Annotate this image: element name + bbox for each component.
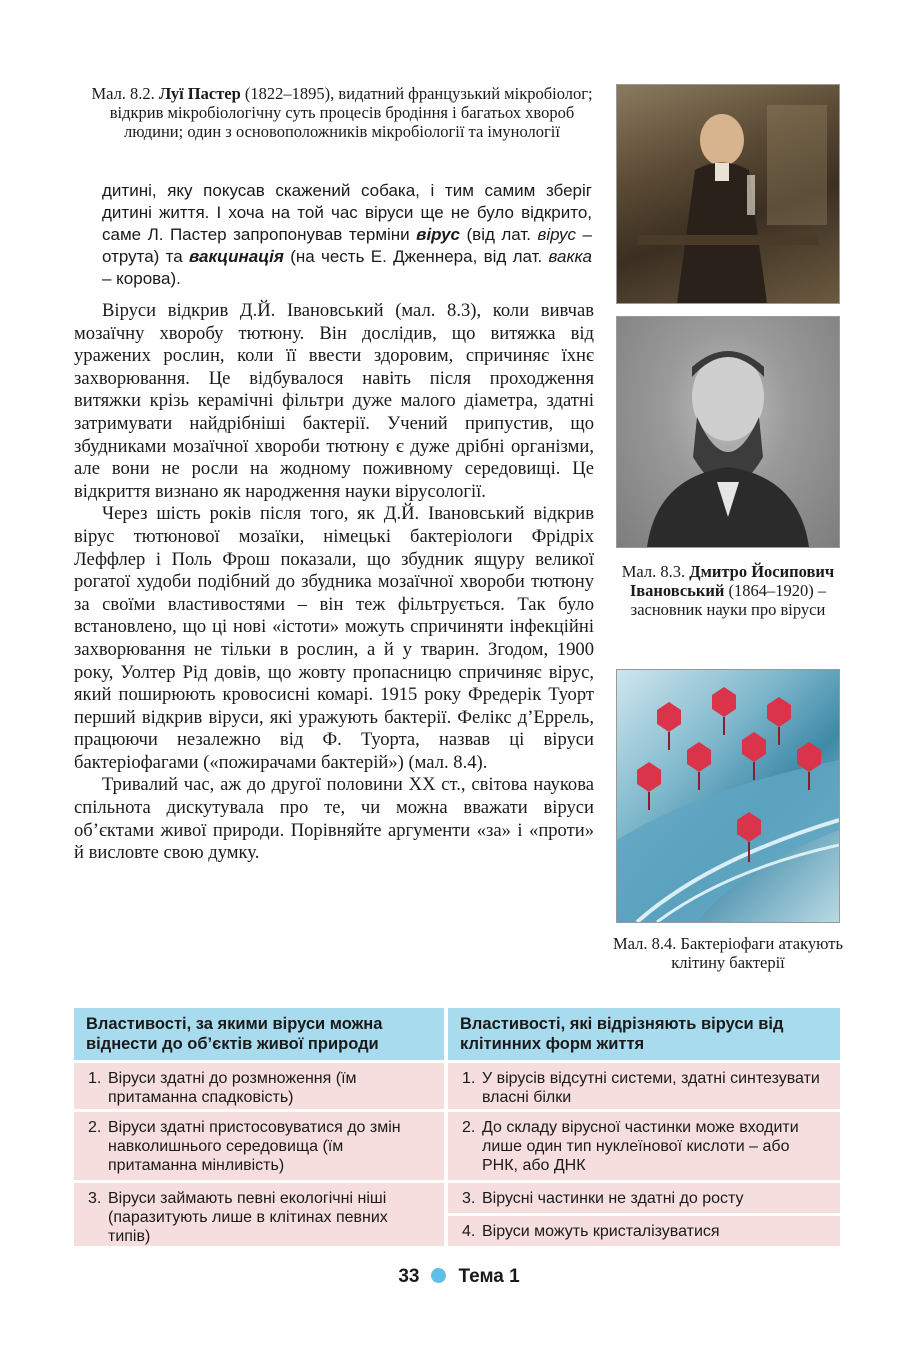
table-cell [448,1183,840,1213]
item-text: Віруси займають певні екологічні ніші (паразитують лише в клітинах певних типів) [108,1190,388,1245]
table-header [74,1008,840,1060]
item-number: 1. [462,1070,476,1087]
text-fragment: (від лат. [460,225,538,244]
caption-text: (1864–1920) – засновник науки про віруси [630,581,827,619]
latin-word: вакка [548,247,592,266]
bullet-dot-icon [431,1268,446,1283]
caption-fig-8-2 [88,84,596,141]
caption-name: Дмитро Йосипович Івановський [629,562,835,600]
caption-text: (1822–1895), видатний французький мікробіолог; відкрив мікробіологічну суть процесів бродіння і багатьох хвороб людини; один з основоположників мікробіології та імунології [109,84,593,141]
table-body [74,1063,840,1249]
text-fragment: дитині, яку покусав скажений собака, і тим самим зберіг дитині життя. І хоча на той час віруси ще не було відкрито, саме Л. Пастер запропонував терміни [102,181,592,244]
item-number: 1. [88,1070,102,1087]
table-cell [74,1112,444,1180]
text-fragment: (на честь Е. Дженнера, від лат. [283,247,549,266]
item-text: Віруси можуть кристалізуватися [482,1223,720,1240]
caption-name: Луї Пастер [158,84,241,103]
item-text: До складу вірусної частинки може входити лише один тип нуклеїнової кислоти – або РНК, або ДНК [482,1119,799,1174]
item-number: 4. [462,1223,476,1240]
caption-fig-8-3 [610,562,846,619]
page-number: 33 [398,1266,420,1287]
item-number: 3. [88,1190,102,1207]
pasteur-photo [616,84,840,304]
item-number: 2. [462,1119,476,1136]
caption-prefix: Мал. 8.2. [91,84,159,103]
pasteur-continuation-paragraph [102,180,592,290]
ivanovsky-photo [616,316,840,548]
properties-table [74,1008,840,1249]
topic-label: Тема 1 [458,1266,520,1287]
text-fragment: – корова). [102,269,181,288]
text-fragment: – отрута) та [102,225,592,266]
table-header-differences: Властивості, які відрізняють віруси від клітинних форм життя [448,1008,840,1060]
item-text: Вірусні частинки не здатні до росту [482,1190,744,1207]
table-cell [448,1216,840,1246]
table-column-living [74,1063,444,1249]
item-number: 3. [462,1190,476,1207]
caption-fig-8-4: Мал. 8.4. Бактеріофаги атакують клітину бактерії [613,934,843,972]
table-cell [448,1112,840,1180]
latin-word: вірус [537,225,577,244]
item-text: Віруси здатні пристосовуватися до змін навколишнього середовища (їм притаманна мінливість) [108,1119,401,1174]
term-vaccination: вакцинація [188,247,284,266]
table-column-differences [448,1063,840,1249]
table-header-living: Властивості, за якими віруси можна віднести до об’єктів живої природи [74,1008,444,1060]
item-number: 2. [88,1119,102,1136]
main-text [74,300,594,865]
item-text: Віруси здатні до розмноження (їм притаманна спадковість) [108,1070,357,1106]
caption-prefix: Мал. 8.3. [621,562,690,581]
table-cell [74,1183,444,1246]
table-cell [74,1063,444,1109]
paragraph-ivanovsky: Віруси відкрив Д.Й. Івановський (мал. 8.3), коли вивчав мозаїчну хворобу тютюну. Він дослідив, що витяжка від уражених рослин, коли її ввести здоровим, спричиняє їхнє захворювання. Це відбувалося навіть після проходження витяжки крізь керамічні фільтри дуже малого діаметра, здатні затримувати найдрібніші бактерії. Учений припустив, що збудниками мозаїчної хвороби тютюну є дуже дрібні організми, але вони не росли на жодному поживному середовищі. Це відкриття визнано як народження науки вірусології. [74,300,594,502]
bacteriophage-illustration [616,669,840,923]
item-text: У вірусів відсутні системи, здатні синтезувати власні білки [482,1070,820,1106]
paragraph-discussion: Тривалий час, аж до другої половини XX ст., світова наукова спільнота дискутувала про те, чи можна вважати віруси об’єктами живої природи. Порівняйте аргументи «за» і «проти» й висловте свою думку. [74,774,594,864]
table-cell [448,1063,840,1109]
paragraph-discoveries: Через шість років після того, як Д.Й. Івановський відкрив вірус тютюнової мозаїки, німецькі бактеріологи Фрідріх Леффлер і Поль Фрош показали, що збудник ящуру великої рогатої худоби подібний до збудника мозаїчної хвороби тютюну за своїми властивостями – він теж фільтрується. Так було встановлено, що ці нові «істоти» можуть спричиняти інфекційні захворювання не тільки в рослин, а й у тварин. Згодом, 1900 року, Уолтер Рід довів, що жовту пропасницю спричиняє вірус, який поширюють кровосисні комарі. 1915 року Фредерік Туорт перший відкрив віруси, які уражують бактерії. Фелікс д’Еррель, працюючи незалежно від Ф. Туорта, назвав ці віруси бактеріофагами («пожирачами бактерій») (мал. 8.4). [74,503,594,773]
page-footer [0,1266,918,1288]
term-virus: вірус [416,225,461,244]
